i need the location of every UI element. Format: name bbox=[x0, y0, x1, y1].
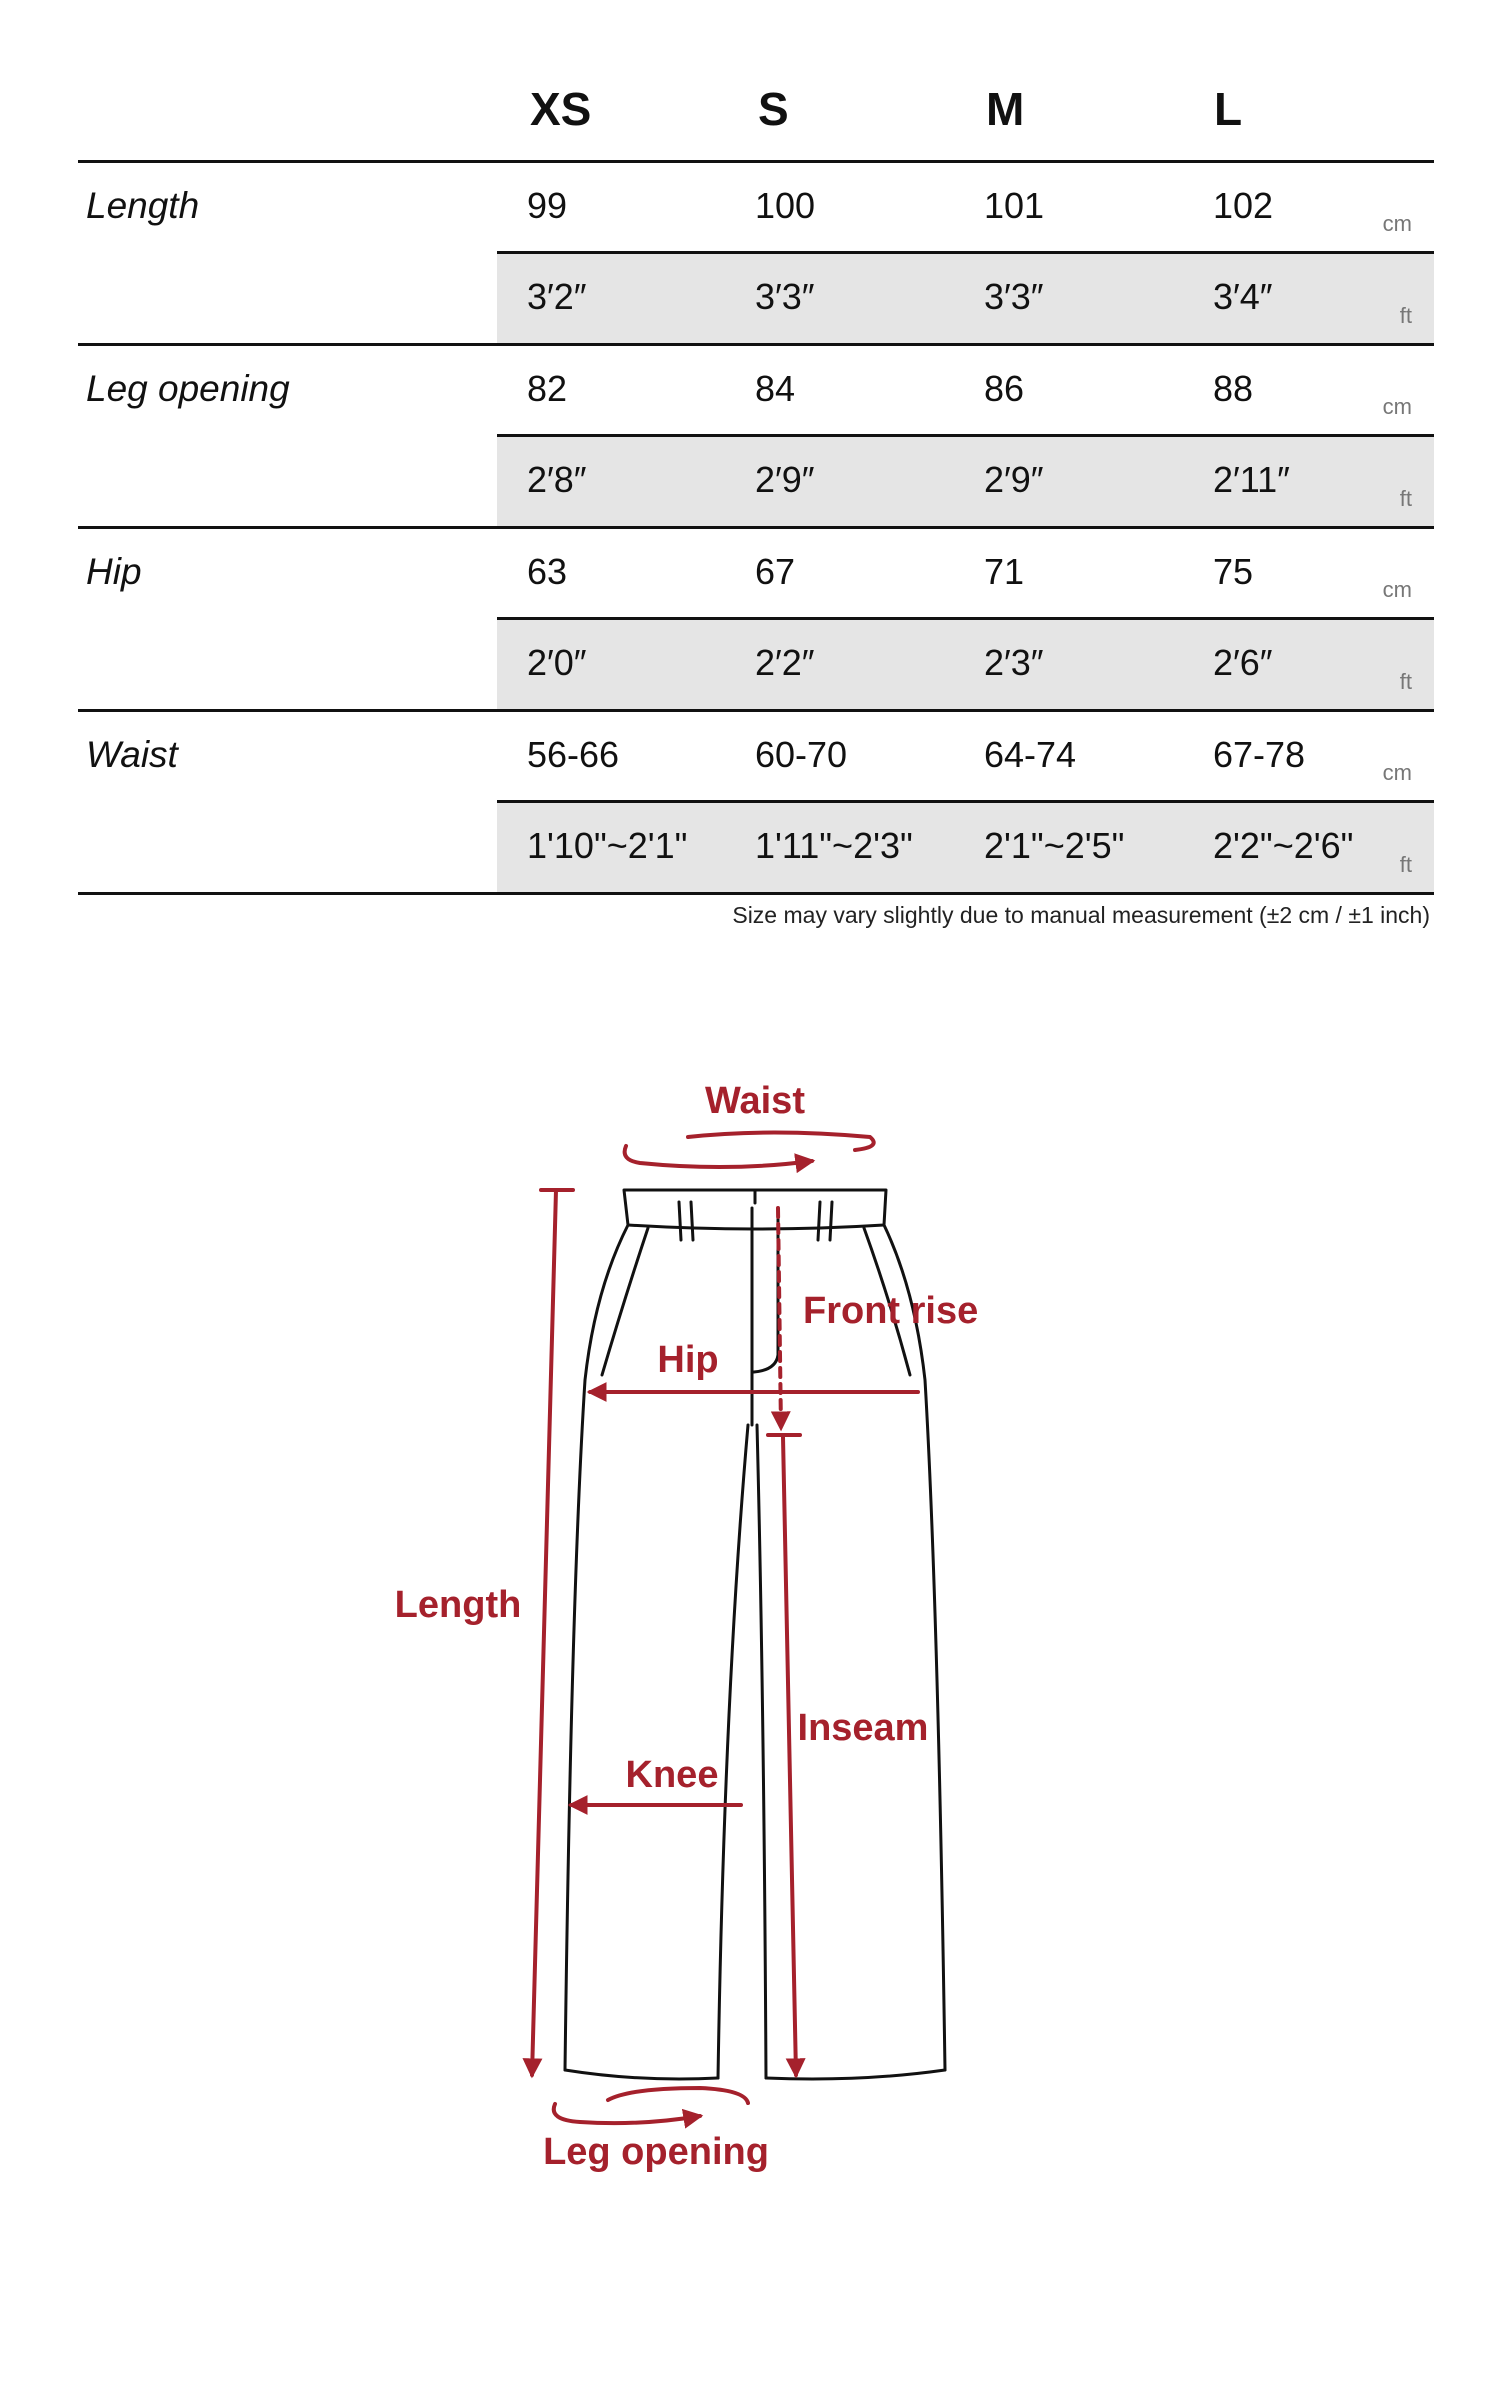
unit-cm: cm bbox=[1382, 211, 1412, 236]
cell-l-cm: 75 bbox=[1213, 551, 1254, 592]
pants-right-side bbox=[884, 1225, 945, 2070]
cell-xs-ft: 3′2″ bbox=[527, 276, 587, 317]
belt-loop-right bbox=[818, 1202, 832, 1240]
cell-l-ft: 2′6″ bbox=[1213, 642, 1273, 683]
unit-ft: ft bbox=[1399, 486, 1412, 511]
cell-s-ft: 1'11"~2'3" bbox=[755, 825, 913, 866]
leg-opening-arrow-back bbox=[608, 2088, 748, 2103]
inseam-left-line bbox=[718, 1425, 748, 2078]
cell-s-cm: 84 bbox=[755, 368, 796, 409]
label-front-rise: Front rise bbox=[803, 1290, 979, 1332]
inseam-arrow bbox=[783, 1437, 796, 2075]
cell-m-ft: 2′3″ bbox=[984, 642, 1044, 683]
label-leg-opening: Leg opening bbox=[543, 2131, 769, 2173]
unit-cm: cm bbox=[1382, 394, 1412, 419]
size-header-l: L bbox=[1214, 83, 1243, 135]
label-inseam: Inseam bbox=[797, 1707, 929, 1749]
cell-m-cm: 101 bbox=[984, 185, 1045, 226]
cell-s-cm: 67 bbox=[755, 551, 796, 592]
unit-ft: ft bbox=[1399, 852, 1412, 877]
unit-cm: cm bbox=[1382, 760, 1412, 785]
unit-ft: ft bbox=[1399, 669, 1412, 694]
cell-s-ft: 3′3″ bbox=[755, 276, 815, 317]
cell-m-ft: 3′3″ bbox=[984, 276, 1044, 317]
unit-ft: ft bbox=[1399, 303, 1412, 328]
measurement-label: Waist bbox=[86, 734, 178, 775]
label-hip: Hip bbox=[657, 1339, 719, 1381]
size-header-m: M bbox=[986, 83, 1025, 135]
measurement-note: Size may vary slightly due to manual measurement (±2 cm / ±1 inch) bbox=[732, 902, 1430, 928]
belt-loop-left bbox=[679, 1202, 693, 1240]
cell-m-cm: 86 bbox=[984, 368, 1025, 409]
hem-right bbox=[766, 2070, 945, 2079]
cell-m-ft: 2'1"~2'5" bbox=[984, 825, 1125, 866]
measurement-label: Length bbox=[86, 185, 200, 226]
cell-s-cm: 60-70 bbox=[755, 734, 848, 775]
cell-xs-cm: 56-66 bbox=[527, 734, 620, 775]
leg-opening-arrow bbox=[554, 2104, 700, 2123]
cell-xs-cm: 99 bbox=[527, 185, 568, 226]
cell-l-ft: 2'2"~2'6" bbox=[1213, 825, 1354, 866]
cell-l-ft: 2′11″ bbox=[1213, 459, 1290, 500]
cell-l-cm: 67-78 bbox=[1213, 734, 1306, 775]
cell-xs-cm: 82 bbox=[527, 368, 568, 409]
cell-s-ft: 2′2″ bbox=[755, 642, 815, 683]
pants-left-side bbox=[565, 1225, 628, 2070]
label-waist: Waist bbox=[705, 1080, 805, 1122]
cell-m-cm: 71 bbox=[984, 551, 1025, 592]
label-knee: Knee bbox=[625, 1754, 719, 1796]
cell-s-cm: 100 bbox=[755, 185, 816, 226]
cell-l-ft: 3′4″ bbox=[1213, 276, 1273, 317]
cell-xs-ft: 2′0″ bbox=[527, 642, 587, 683]
measurement-guides bbox=[532, 1133, 918, 2124]
label-length: Length bbox=[394, 1584, 522, 1626]
pocket-left bbox=[602, 1228, 648, 1375]
cell-xs-ft: 2′8″ bbox=[527, 459, 587, 500]
size-header-s: S bbox=[758, 83, 789, 135]
inseam-right-line bbox=[757, 1425, 766, 2078]
measurement-label: Hip bbox=[86, 551, 142, 592]
cell-xs-ft: 1'10"~2'1" bbox=[527, 825, 688, 866]
waist-arrow-head bbox=[625, 1146, 812, 1167]
measurement-label: Leg opening bbox=[86, 368, 290, 409]
cell-s-ft: 2′9″ bbox=[755, 459, 815, 500]
waist-arrow bbox=[688, 1133, 874, 1151]
length-arrow bbox=[532, 1190, 556, 2075]
cell-l-cm: 102 bbox=[1213, 185, 1274, 226]
size-header-xs: XS bbox=[530, 83, 592, 135]
hem-left bbox=[565, 2070, 718, 2079]
cell-l-cm: 88 bbox=[1213, 368, 1254, 409]
cell-m-cm: 64-74 bbox=[984, 734, 1077, 775]
cell-xs-cm: 63 bbox=[527, 551, 568, 592]
unit-cm: cm bbox=[1382, 577, 1412, 602]
cell-m-ft: 2′9″ bbox=[984, 459, 1044, 500]
